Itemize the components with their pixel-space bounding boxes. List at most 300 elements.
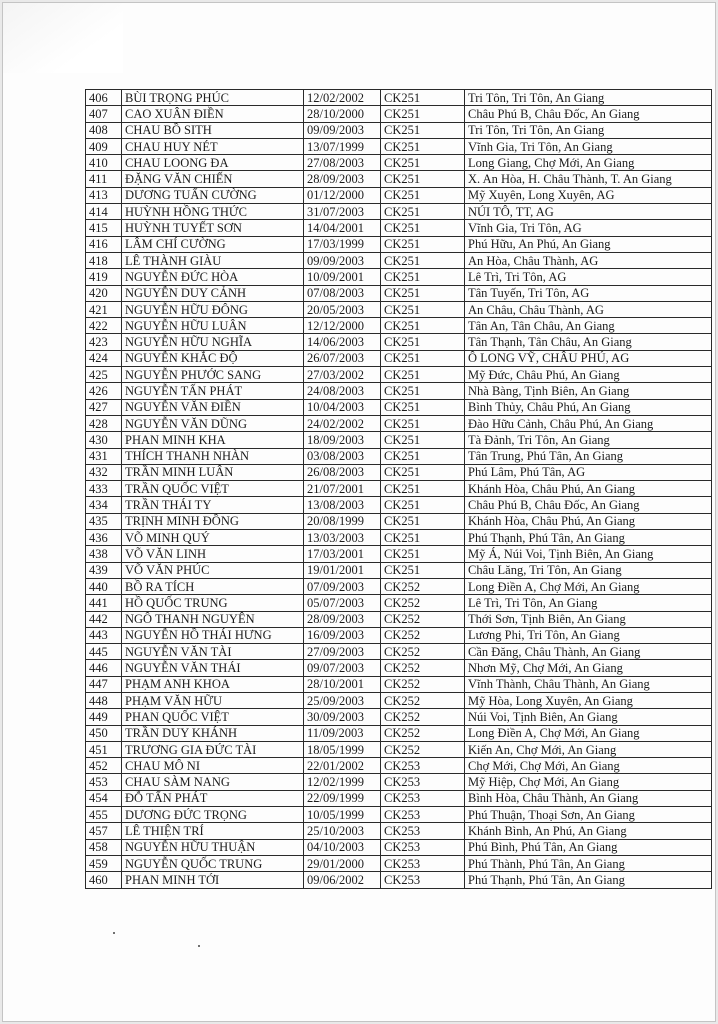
table-row <box>86 741 712 757</box>
table-row <box>86 578 712 594</box>
student-name: NGUYỄN HỮU LUÂN <box>122 318 304 334</box>
student-name: PHAN MINH KHA <box>122 432 304 448</box>
date-of-birth: 21/07/2001 <box>304 481 381 497</box>
table-row <box>86 692 712 708</box>
student-name: NGÔ THANH NGUYÊN <box>122 611 304 627</box>
table-row <box>86 252 712 268</box>
address: Cần Đăng, Châu Thành, An Giang <box>465 644 712 660</box>
table-row <box>86 269 712 285</box>
student-name: ĐẶNG VĂN CHIẾN <box>122 171 304 187</box>
student-name: BỒ RA TÍCH <box>122 578 304 594</box>
date-of-birth: 24/08/2003 <box>304 383 381 399</box>
address: Tri Tôn, Tri Tôn, An Giang <box>465 122 712 138</box>
student-name: TRẦN THÁI TY <box>122 497 304 513</box>
row-number: 454 <box>86 790 122 806</box>
table-row <box>86 660 712 676</box>
student-name: DƯƠNG ĐỨC TRỌNG <box>122 807 304 823</box>
date-of-birth: 17/03/2001 <box>304 546 381 562</box>
class-code: CK251 <box>381 122 465 138</box>
address: Phú Hữu, An Phú, An Giang <box>465 236 712 252</box>
date-of-birth: 13/03/2003 <box>304 530 381 546</box>
class-code: CK251 <box>381 204 465 220</box>
row-number: 409 <box>86 138 122 154</box>
date-of-birth: 09/09/2003 <box>304 252 381 268</box>
address: Phú Thạnh, Phú Tân, An Giang <box>465 530 712 546</box>
student-name: NGUYỄN HỮU NGHĨA <box>122 334 304 350</box>
student-name: CHAU MÔ NI <box>122 758 304 774</box>
date-of-birth: 25/10/2003 <box>304 823 381 839</box>
address: Châu Lăng, Tri Tôn, An Giang <box>465 562 712 578</box>
address: Đào Hữu Cảnh, Châu Phú, An Giang <box>465 415 712 431</box>
roster-body <box>86 90 712 889</box>
class-code: CK251 <box>381 301 465 317</box>
scanned-page <box>2 2 716 1022</box>
row-number: 432 <box>86 464 122 480</box>
student-name: NGUYỄN ĐỨC HÒA <box>122 269 304 285</box>
address: Mỹ Á, Núi Voi, Tịnh Biên, An Giang <box>465 546 712 562</box>
address: Tân Thạnh, Tân Châu, An Giang <box>465 334 712 350</box>
class-code: CK253 <box>381 823 465 839</box>
address: Phú Thuận, Thoại Sơn, An Giang <box>465 807 712 823</box>
row-number: 458 <box>86 839 122 855</box>
student-name: PHẠM VĂN HỮU <box>122 692 304 708</box>
address: Tân An, Tân Châu, An Giang <box>465 318 712 334</box>
row-number: 450 <box>86 725 122 741</box>
scan-speck <box>198 945 200 947</box>
address: Lương Phi, Tri Tôn, An Giang <box>465 627 712 643</box>
row-number: 445 <box>86 644 122 660</box>
address: Mỹ Đức, Châu Phú, An Giang <box>465 367 712 383</box>
date-of-birth: 12/12/2000 <box>304 318 381 334</box>
table-row <box>86 546 712 562</box>
class-code: CK251 <box>381 236 465 252</box>
page-fold-corner <box>3 3 123 73</box>
student-name: NGUYỄN PHƯỚC SANG <box>122 367 304 383</box>
row-number: 408 <box>86 122 122 138</box>
table-row <box>86 448 712 464</box>
row-number: 447 <box>86 676 122 692</box>
address: NÚI TÔ, TT, AG <box>465 204 712 220</box>
table-row <box>86 530 712 546</box>
row-number: 406 <box>86 90 122 106</box>
table-row <box>86 709 712 725</box>
class-code: CK251 <box>381 367 465 383</box>
table-row <box>86 432 712 448</box>
class-code: CK251 <box>381 562 465 578</box>
class-code: CK251 <box>381 171 465 187</box>
date-of-birth: 19/01/2001 <box>304 562 381 578</box>
row-number: 436 <box>86 530 122 546</box>
class-code: CK251 <box>381 415 465 431</box>
row-number: 414 <box>86 204 122 220</box>
date-of-birth: 20/08/1999 <box>304 513 381 529</box>
address: Mỹ Hiệp, Chợ Mới, An Giang <box>465 774 712 790</box>
table-row <box>86 171 712 187</box>
address: Tri Tôn, Tri Tôn, An Giang <box>465 90 712 106</box>
class-code: CK251 <box>381 334 465 350</box>
student-name: NGUYỄN HỒ THÁI HƯNG <box>122 627 304 643</box>
table-row <box>86 464 712 480</box>
table-row <box>86 318 712 334</box>
class-code: CK252 <box>381 644 465 660</box>
student-name: HUỲNH TUYẾT SƠN <box>122 220 304 236</box>
class-code: CK251 <box>381 530 465 546</box>
address: Khánh Hòa, Châu Phú, An Giang <box>465 513 712 529</box>
table-row <box>86 236 712 252</box>
class-code: CK252 <box>381 676 465 692</box>
table-row <box>86 823 712 839</box>
table-row <box>86 790 712 806</box>
row-number: 422 <box>86 318 122 334</box>
class-code: CK251 <box>381 350 465 366</box>
class-code: CK251 <box>381 269 465 285</box>
student-name: VÕ VĂN LINH <box>122 546 304 562</box>
class-code: CK251 <box>381 106 465 122</box>
class-code: CK253 <box>381 790 465 806</box>
row-number: 441 <box>86 595 122 611</box>
date-of-birth: 09/06/2002 <box>304 872 381 888</box>
table-row <box>86 872 712 888</box>
table-row <box>86 415 712 431</box>
class-code: CK251 <box>381 448 465 464</box>
table-row <box>86 611 712 627</box>
date-of-birth: 28/09/2003 <box>304 611 381 627</box>
table-row <box>86 595 712 611</box>
row-number: 411 <box>86 171 122 187</box>
date-of-birth: 16/09/2003 <box>304 627 381 643</box>
date-of-birth: 26/08/2003 <box>304 464 381 480</box>
row-number: 433 <box>86 481 122 497</box>
class-code: CK251 <box>381 481 465 497</box>
date-of-birth: 12/02/2002 <box>304 90 381 106</box>
table-row <box>86 839 712 855</box>
address: Mỹ Hòa, Long Xuyên, An Giang <box>465 692 712 708</box>
student-name: ĐỖ TẤN PHÁT <box>122 790 304 806</box>
address: Long Giang, Chợ Mới, An Giang <box>465 155 712 171</box>
class-code: CK251 <box>381 90 465 106</box>
student-name: CHAU LOONG ĐA <box>122 155 304 171</box>
student-name: NGUYỄN VĂN THÁI <box>122 660 304 676</box>
student-name: TRẦN MINH LUÂN <box>122 464 304 480</box>
table-row <box>86 285 712 301</box>
address: Châu Phú B, Châu Đốc, An Giang <box>465 106 712 122</box>
class-code: CK253 <box>381 855 465 871</box>
address: Vĩnh Gia, Tri Tôn, AG <box>465 220 712 236</box>
student-name: CAO XUÂN ĐIỀN <box>122 106 304 122</box>
class-code: CK253 <box>381 758 465 774</box>
row-number: 439 <box>86 562 122 578</box>
student-name: LÊ THÀNH GIÀU <box>122 252 304 268</box>
date-of-birth: 11/09/2003 <box>304 725 381 741</box>
row-number: 453 <box>86 774 122 790</box>
address: Phú Thành, Phú Tân, An Giang <box>465 855 712 871</box>
student-name: THÍCH THANH NHÀN <box>122 448 304 464</box>
class-code: CK252 <box>381 709 465 725</box>
date-of-birth: 14/04/2001 <box>304 220 381 236</box>
row-number: 419 <box>86 269 122 285</box>
class-code: CK251 <box>381 318 465 334</box>
row-number: 446 <box>86 660 122 676</box>
class-code: CK252 <box>381 627 465 643</box>
date-of-birth: 28/10/2001 <box>304 676 381 692</box>
table-row <box>86 204 712 220</box>
date-of-birth: 24/02/2002 <box>304 415 381 431</box>
row-number: 460 <box>86 872 122 888</box>
date-of-birth: 29/01/2000 <box>304 855 381 871</box>
class-code: CK253 <box>381 839 465 855</box>
class-code: CK252 <box>381 692 465 708</box>
row-number: 415 <box>86 220 122 236</box>
date-of-birth: 28/10/2000 <box>304 106 381 122</box>
table-row <box>86 497 712 513</box>
date-of-birth: 13/07/1999 <box>304 138 381 154</box>
row-number: 430 <box>86 432 122 448</box>
row-number: 424 <box>86 350 122 366</box>
date-of-birth: 27/08/2003 <box>304 155 381 171</box>
student-name: VÕ MINH QUÝ <box>122 530 304 546</box>
date-of-birth: 04/10/2003 <box>304 839 381 855</box>
class-code: CK251 <box>381 155 465 171</box>
row-number: 451 <box>86 741 122 757</box>
table-row <box>86 383 712 399</box>
table-row <box>86 106 712 122</box>
address: X. An Hòa, H. Châu Thành, T. An Giang <box>465 171 712 187</box>
table-row <box>86 399 712 415</box>
row-number: 449 <box>86 709 122 725</box>
address: Tà Đảnh, Tri Tôn, An Giang <box>465 432 712 448</box>
table-row <box>86 301 712 317</box>
table-row <box>86 90 712 106</box>
date-of-birth: 10/04/2003 <box>304 399 381 415</box>
row-number: 421 <box>86 301 122 317</box>
scan-speck <box>113 932 115 934</box>
date-of-birth: 20/05/2003 <box>304 301 381 317</box>
date-of-birth: 09/09/2003 <box>304 122 381 138</box>
row-number: 416 <box>86 236 122 252</box>
table-row <box>86 334 712 350</box>
table-row <box>86 187 712 203</box>
table-row <box>86 807 712 823</box>
class-code: CK251 <box>381 138 465 154</box>
date-of-birth: 07/08/2003 <box>304 285 381 301</box>
row-number: 434 <box>86 497 122 513</box>
address: Núi Voi, Tịnh Biên, An Giang <box>465 709 712 725</box>
date-of-birth: 18/09/2003 <box>304 432 381 448</box>
address: Phú Lâm, Phú Tân, AG <box>465 464 712 480</box>
class-code: CK251 <box>381 513 465 529</box>
student-name: NGUYỄN DUY CẢNH <box>122 285 304 301</box>
row-number: 407 <box>86 106 122 122</box>
date-of-birth: 25/09/2003 <box>304 692 381 708</box>
row-number: 452 <box>86 758 122 774</box>
address: Mỹ Xuyên, Long Xuyên, AG <box>465 187 712 203</box>
row-number: 425 <box>86 367 122 383</box>
table-row <box>86 367 712 383</box>
row-number: 427 <box>86 399 122 415</box>
address: Kiến An, Chợ Mới, An Giang <box>465 741 712 757</box>
table-row <box>86 644 712 660</box>
student-name: NGUYỄN KHẮC ĐỘ <box>122 350 304 366</box>
class-code: CK252 <box>381 611 465 627</box>
student-name: CHAU SÀM NANG <box>122 774 304 790</box>
class-code: CK253 <box>381 872 465 888</box>
date-of-birth: 01/12/2000 <box>304 187 381 203</box>
date-of-birth: 10/09/2001 <box>304 269 381 285</box>
table-row <box>86 855 712 871</box>
table-row <box>86 758 712 774</box>
student-name: NGUYỄN TẤN PHÁT <box>122 383 304 399</box>
address: Vĩnh Thành, Châu Thành, An Giang <box>465 676 712 692</box>
student-name: TRỊNH MINH ĐỒNG <box>122 513 304 529</box>
date-of-birth: 31/07/2003 <box>304 204 381 220</box>
date-of-birth: 05/07/2003 <box>304 595 381 611</box>
class-code: CK252 <box>381 741 465 757</box>
student-name: TRẦN DUY KHÁNH <box>122 725 304 741</box>
student-roster-table <box>85 89 712 889</box>
date-of-birth: 12/02/1999 <box>304 774 381 790</box>
date-of-birth: 27/03/2002 <box>304 367 381 383</box>
row-number: 431 <box>86 448 122 464</box>
student-name: DƯƠNG TUẤN CƯỜNG <box>122 187 304 203</box>
class-code: CK252 <box>381 578 465 594</box>
row-number: 457 <box>86 823 122 839</box>
student-name: HUỲNH HỒNG THỨC <box>122 204 304 220</box>
address: Lê Trì, Tri Tôn, AG <box>465 269 712 285</box>
address: Long Điền A, Chợ Mới, An Giang <box>465 725 712 741</box>
date-of-birth: 30/09/2003 <box>304 709 381 725</box>
student-name: PHẠM ANH KHOA <box>122 676 304 692</box>
table-row <box>86 138 712 154</box>
date-of-birth: 17/03/1999 <box>304 236 381 252</box>
address: Chợ Mới, Chợ Mới, An Giang <box>465 758 712 774</box>
table-row <box>86 676 712 692</box>
address: Khánh Bình, An Phú, An Giang <box>465 823 712 839</box>
student-name: VÕ VĂN PHÚC <box>122 562 304 578</box>
row-number: 413 <box>86 187 122 203</box>
date-of-birth: 03/08/2003 <box>304 448 381 464</box>
student-name: HỒ QUỐC TRUNG <box>122 595 304 611</box>
row-number: 418 <box>86 252 122 268</box>
class-code: CK251 <box>381 252 465 268</box>
row-number: 420 <box>86 285 122 301</box>
table-row <box>86 725 712 741</box>
address: Bình Thủy, Châu Phú, An Giang <box>465 399 712 415</box>
row-number: 426 <box>86 383 122 399</box>
address: Thới Sơn, Tịnh Biên, An Giang <box>465 611 712 627</box>
class-code: CK251 <box>381 432 465 448</box>
row-number: 423 <box>86 334 122 350</box>
table-row <box>86 350 712 366</box>
date-of-birth: 10/05/1999 <box>304 807 381 823</box>
student-name: TRƯƠNG GIA ĐỨC TÀI <box>122 741 304 757</box>
date-of-birth: 18/05/1999 <box>304 741 381 757</box>
row-number: 459 <box>86 855 122 871</box>
class-code: CK251 <box>381 497 465 513</box>
class-code: CK252 <box>381 660 465 676</box>
class-code: CK253 <box>381 807 465 823</box>
class-code: CK252 <box>381 595 465 611</box>
table-row <box>86 481 712 497</box>
address: Bình Hòa, Châu Thành, An Giang <box>465 790 712 806</box>
row-number: 435 <box>86 513 122 529</box>
table-row <box>86 627 712 643</box>
address: Nhà Bàng, Tịnh Biên, An Giang <box>465 383 712 399</box>
class-code: CK251 <box>381 220 465 236</box>
class-code: CK251 <box>381 187 465 203</box>
date-of-birth: 28/09/2003 <box>304 171 381 187</box>
row-number: 438 <box>86 546 122 562</box>
date-of-birth: 22/09/1999 <box>304 790 381 806</box>
class-code: CK252 <box>381 725 465 741</box>
student-name: LÂM CHÍ CƯỜNG <box>122 236 304 252</box>
table-row <box>86 220 712 236</box>
student-name: NGUYỄN VĂN ĐIỀN <box>122 399 304 415</box>
row-number: 448 <box>86 692 122 708</box>
table-row <box>86 774 712 790</box>
class-code: CK251 <box>381 546 465 562</box>
class-code: CK251 <box>381 285 465 301</box>
date-of-birth: 14/06/2003 <box>304 334 381 350</box>
student-name: BÙI TRỌNG PHÚC <box>122 90 304 106</box>
student-name: TRẦN QUỐC VIỆT <box>122 481 304 497</box>
row-number: 442 <box>86 611 122 627</box>
address: Châu Phú B, Châu Đốc, An Giang <box>465 497 712 513</box>
date-of-birth: 22/01/2002 <box>304 758 381 774</box>
address: Vĩnh Gia, Tri Tôn, An Giang <box>465 138 712 154</box>
date-of-birth: 27/09/2003 <box>304 644 381 660</box>
date-of-birth: 26/07/2003 <box>304 350 381 366</box>
row-number: 410 <box>86 155 122 171</box>
student-name: NGUYỄN HỮU THUẬN <box>122 839 304 855</box>
address: Long Điền A, Chợ Mới, An Giang <box>465 578 712 594</box>
class-code: CK251 <box>381 383 465 399</box>
table-row <box>86 513 712 529</box>
student-name: PHAN QUỐC VIỆT <box>122 709 304 725</box>
table-row <box>86 562 712 578</box>
date-of-birth: 13/08/2003 <box>304 497 381 513</box>
address: Tân Trung, Phú Tân, An Giang <box>465 448 712 464</box>
student-name: NGUYỄN QUỐC TRUNG <box>122 855 304 871</box>
class-code: CK251 <box>381 464 465 480</box>
address: An Hòa, Châu Thành, AG <box>465 252 712 268</box>
date-of-birth: 07/09/2003 <box>304 578 381 594</box>
address: Khánh Hòa, Châu Phú, An Giang <box>465 481 712 497</box>
address: Tân Tuyến, Tri Tôn, AG <box>465 285 712 301</box>
row-number: 440 <box>86 578 122 594</box>
student-name: NGUYỄN VĂN TÀI <box>122 644 304 660</box>
class-code: CK253 <box>381 774 465 790</box>
row-number: 455 <box>86 807 122 823</box>
student-name: NGUYỄN HỮU ĐÔNG <box>122 301 304 317</box>
address: Lê Trì, Tri Tôn, An Giang <box>465 595 712 611</box>
date-of-birth: 09/07/2003 <box>304 660 381 676</box>
address: Phú Bình, Phú Tân, An Giang <box>465 839 712 855</box>
class-code: CK251 <box>381 399 465 415</box>
address: An Châu, Châu Thành, AG <box>465 301 712 317</box>
table-row <box>86 122 712 138</box>
student-name: CHAU BỒ SITH <box>122 122 304 138</box>
student-name: CHAU HUY NÉT <box>122 138 304 154</box>
table-row <box>86 155 712 171</box>
student-name: PHAN MINH TỚI <box>122 872 304 888</box>
student-name: NGUYỄN VĂN DŨNG <box>122 415 304 431</box>
address: Ô LONG VỸ, CHÂU PHÚ, AG <box>465 350 712 366</box>
student-name: LÊ THIỆN TRÍ <box>122 823 304 839</box>
address: Phú Thạnh, Phú Tân, An Giang <box>465 872 712 888</box>
row-number: 428 <box>86 415 122 431</box>
row-number: 443 <box>86 627 122 643</box>
address: Nhơn Mỹ, Chợ Mới, An Giang <box>465 660 712 676</box>
